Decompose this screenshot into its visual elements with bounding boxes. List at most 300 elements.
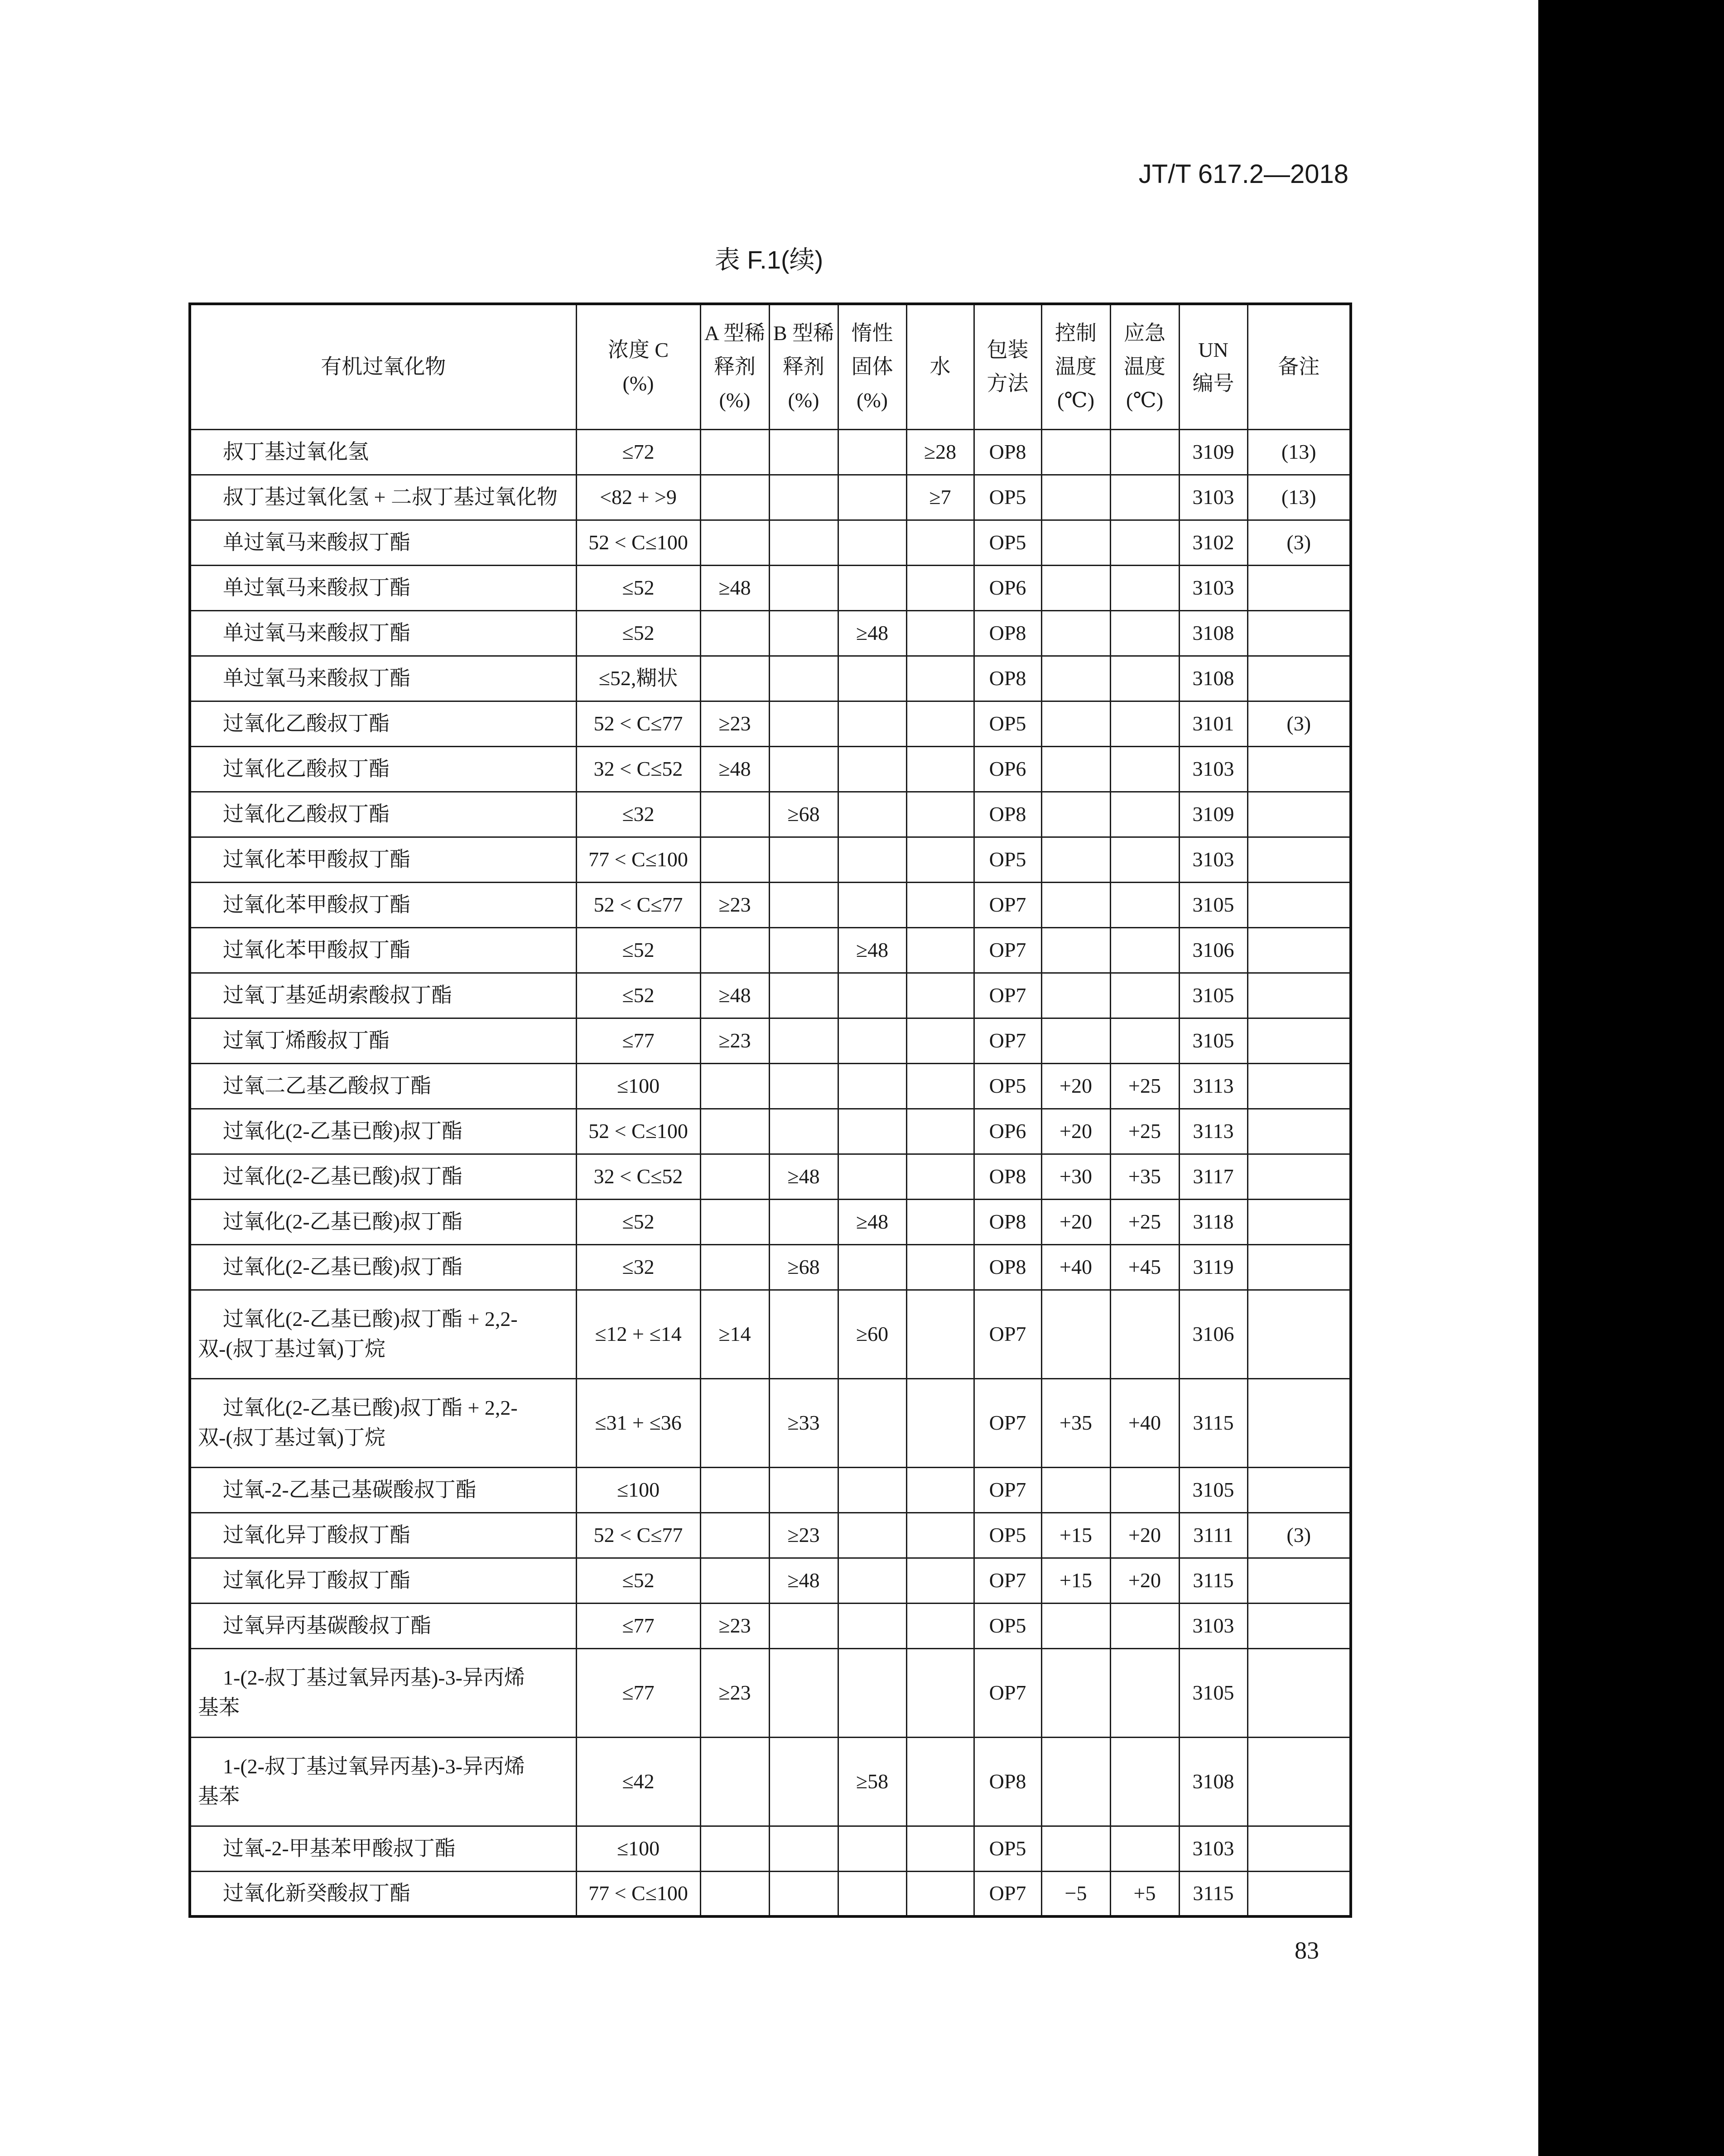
cell-un-number: 3115 [1179,1378,1247,1467]
cell-diluent-type-a: ≥23 [700,1018,769,1063]
cell-un-number: 3115 [1179,1871,1247,1916]
cell-remarks [1247,1603,1351,1648]
cell-concentration: ≤52 [576,973,700,1018]
cell-substance: 1-(2-叔丁基过氧异丙基)-3-异丙烯 基苯 [190,1648,576,1737]
column-header-control-temperature [1041,304,1110,429]
cell-diluent-type-b [769,1199,838,1244]
cell-diluent-type-a [700,792,769,837]
cell-un-number: 3117 [1179,1154,1247,1199]
cell-water [906,746,974,792]
table-body [190,429,1351,1916]
cell-concentration: ≤52 [576,565,700,610]
cell-inert-solid [838,429,906,475]
cell-diluent-type-b [769,837,838,882]
cell-emergency-temperature [1110,565,1179,610]
cell-un-number: 3113 [1179,1063,1247,1109]
cell-emergency-temperature: +20 [1110,1558,1179,1603]
cell-un-number: 3105 [1179,882,1247,927]
cell-concentration: 52 < C≤77 [576,1513,700,1558]
cell-remarks [1247,746,1351,792]
cell-diluent-type-a [700,1063,769,1109]
scan-edge [1538,0,1724,2156]
cell-concentration: 77 < C≤100 [576,1871,700,1916]
cell-water [906,520,974,565]
cell-inert-solid [838,701,906,746]
organic-peroxide-table [188,303,1352,1918]
cell-substance: 单过氧马来酸叔丁酯 [190,520,576,565]
column-header-line: A 型稀 [704,322,766,345]
cell-packing-method: OP8 [974,792,1041,837]
table-row [190,1154,1351,1199]
cell-remarks [1247,656,1351,701]
cell-concentration: ≤32 [576,1244,700,1290]
cell-substance: 过氧化(2-乙基已酸)叔丁酯 [190,1199,576,1244]
table-title: 表 F.1(续) [714,245,823,274]
cell-diluent-type-b [769,701,838,746]
cell-diluent-type-a: ≥23 [700,882,769,927]
table-row [190,1737,1351,1826]
cell-diluent-type-b [769,520,838,565]
cell-water [906,565,974,610]
cell-emergency-temperature: +45 [1110,1244,1179,1290]
cell-water [906,1244,974,1290]
cell-control-temperature: +20 [1041,1199,1110,1244]
cell-packing-method: OP5 [974,520,1041,565]
cell-concentration: 52 < C≤77 [576,882,700,927]
cell-water [906,1378,974,1467]
column-header-line: B 型稀 [773,322,834,345]
cell-diluent-type-b: ≥23 [769,1513,838,1558]
column-header-emergency-temperature [1110,304,1179,429]
cell-diluent-type-b [769,1737,838,1826]
cell-substance: 单过氧马来酸叔丁酯 [190,565,576,610]
cell-substance: 叔丁基过氧化氢 [190,429,576,475]
cell-substance: 过氧-2-甲基苯甲酸叔丁酯 [190,1826,576,1871]
column-header-line: 编号 [1192,372,1234,395]
cell-diluent-type-b: ≥68 [769,1244,838,1290]
column-header-line: 水 [929,355,951,379]
cell-packing-method: OP7 [974,973,1041,1018]
cell-substance: 过氧化(2-乙基已酸)叔丁酯 + 2,2- 双-(叔丁基过氧)丁烷 [190,1378,576,1467]
cell-concentration: ≤77 [576,1648,700,1737]
cell-remarks [1247,1378,1351,1467]
table-row [190,1244,1351,1290]
cell-un-number: 3118 [1179,1199,1247,1244]
cell-substance: 过氧化异丁酸叔丁酯 [190,1513,576,1558]
cell-inert-solid [838,1871,906,1916]
column-header-line: 方法 [987,372,1029,395]
column-header-water [906,304,974,429]
cell-diluent-type-a: ≥48 [700,746,769,792]
cell-diluent-type-b [769,429,838,475]
cell-water [906,792,974,837]
cell-emergency-temperature: +20 [1110,1513,1179,1558]
cell-emergency-temperature [1110,1603,1179,1648]
cell-diluent-type-b: ≥48 [769,1154,838,1199]
column-header-line: 释剂 [714,355,756,379]
cell-remarks [1247,927,1351,973]
cell-remarks [1247,973,1351,1018]
column-header-inert-solid [838,304,906,429]
cell-remarks [1247,792,1351,837]
column-header-line: (%) [788,389,819,412]
cell-emergency-temperature: +40 [1110,1378,1179,1467]
cell-un-number: 3103 [1179,837,1247,882]
cell-inert-solid [838,1063,906,1109]
cell-un-number: 3103 [1179,1603,1247,1648]
cell-control-temperature [1041,837,1110,882]
cell-inert-solid [838,1378,906,1467]
cell-substance: 过氧化乙酸叔丁酯 [190,701,576,746]
cell-concentration: ≤52 [576,927,700,973]
column-header-packing-method [974,304,1041,429]
table-header [190,304,1351,429]
cell-water [906,1826,974,1871]
table-row [190,1513,1351,1558]
cell-diluent-type-b [769,610,838,656]
table-row [190,1290,1351,1378]
cell-control-temperature [1041,1290,1110,1378]
cell-control-temperature: −5 [1041,1871,1110,1916]
cell-concentration: ≤42 [576,1737,700,1826]
cell-diluent-type-a [700,1244,769,1290]
cell-emergency-temperature [1110,1467,1179,1513]
cell-diluent-type-a [700,927,769,973]
cell-substance: 过氧化乙酸叔丁酯 [190,746,576,792]
cell-emergency-temperature [1110,746,1179,792]
table-row [190,1018,1351,1063]
cell-un-number: 3109 [1179,792,1247,837]
column-header-line: (%) [857,389,888,412]
cell-packing-method: OP7 [974,1648,1041,1737]
column-header-line: 固体 [851,355,893,379]
cell-emergency-temperature [1110,429,1179,475]
cell-diluent-type-b [769,746,838,792]
cell-substance: 过氧丁基延胡索酸叔丁酯 [190,973,576,1018]
cell-concentration: ≤77 [576,1603,700,1648]
cell-water [906,1063,974,1109]
cell-water: ≥28 [906,429,974,475]
cell-diluent-type-a: ≥48 [700,973,769,1018]
cell-packing-method: OP5 [974,837,1041,882]
column-header-line: 温度 [1055,355,1097,379]
cell-diluent-type-a [700,1467,769,1513]
cell-water [906,1603,974,1648]
column-header-remarks [1247,304,1351,429]
cell-water: ≥7 [906,475,974,520]
cell-inert-solid [838,565,906,610]
table-row [190,746,1351,792]
cell-concentration: ≤52 [576,610,700,656]
table-row [190,1199,1351,1244]
cell-remarks: (3) [1247,1513,1351,1558]
cell-diluent-type-a [700,1199,769,1244]
cell-control-temperature: +35 [1041,1378,1110,1467]
cell-substance: 过氧异丙基碳酸叔丁酯 [190,1603,576,1648]
cell-water [906,1018,974,1063]
cell-control-temperature [1041,792,1110,837]
cell-control-temperature [1041,656,1110,701]
cell-control-temperature [1041,475,1110,520]
column-header-line: (%) [622,372,654,395]
cell-diluent-type-a: ≥14 [700,1290,769,1378]
cell-control-temperature [1041,1467,1110,1513]
cell-diluent-type-b [769,1467,838,1513]
cell-diluent-type-a: ≥23 [700,1603,769,1648]
cell-substance: 过氧丁烯酸叔丁酯 [190,1018,576,1063]
table-row [190,1826,1351,1871]
cell-concentration: ≤52 [576,1558,700,1603]
cell-emergency-temperature: +25 [1110,1063,1179,1109]
cell-remarks [1247,1244,1351,1290]
cell-inert-solid: ≥48 [838,1199,906,1244]
cell-control-temperature: +30 [1041,1154,1110,1199]
cell-substance: 过氧化乙酸叔丁酯 [190,792,576,837]
cell-un-number: 3106 [1179,1290,1247,1378]
cell-packing-method: OP6 [974,1109,1041,1154]
cell-emergency-temperature: +25 [1110,1199,1179,1244]
cell-un-number: 3103 [1179,746,1247,792]
cell-substance: 过氧化(2-乙基已酸)叔丁酯 [190,1244,576,1290]
cell-diluent-type-a [700,1737,769,1826]
cell-emergency-temperature [1110,1737,1179,1826]
cell-emergency-temperature [1110,1018,1179,1063]
cell-emergency-temperature [1110,792,1179,837]
cell-substance: 单过氧马来酸叔丁酯 [190,610,576,656]
cell-remarks: (3) [1247,520,1351,565]
column-header-line: (℃) [1057,389,1095,412]
cell-water [906,1199,974,1244]
cell-packing-method: OP6 [974,565,1041,610]
cell-substance: 过氧二乙基乙酸叔丁酯 [190,1063,576,1109]
cell-un-number: 3101 [1179,701,1247,746]
cell-concentration: ≤52 [576,1199,700,1244]
cell-substance: 过氧化(2-乙基已酸)叔丁酯 [190,1109,576,1154]
cell-un-number: 3103 [1179,565,1247,610]
cell-water [906,1154,974,1199]
table-row [190,610,1351,656]
cell-packing-method: OP5 [974,475,1041,520]
table-row [190,1558,1351,1603]
cell-concentration: ≤32 [576,792,700,837]
cell-control-temperature [1041,1826,1110,1871]
cell-emergency-temperature: +25 [1110,1109,1179,1154]
cell-inert-solid [838,882,906,927]
cell-packing-method: OP7 [974,1290,1041,1378]
cell-packing-method: OP5 [974,1513,1041,1558]
table-row [190,837,1351,882]
cell-control-temperature [1041,746,1110,792]
column-header-line: UN [1198,338,1228,362]
cell-diluent-type-b [769,475,838,520]
cell-diluent-type-b [769,1290,838,1378]
cell-remarks [1247,1826,1351,1871]
cell-control-temperature [1041,520,1110,565]
column-header-line: 备注 [1278,355,1320,379]
cell-diluent-type-a [700,475,769,520]
cell-water [906,837,974,882]
cell-packing-method: OP7 [974,1018,1041,1063]
column-header-line: 惰性 [851,322,893,345]
table-header-row [190,304,1351,429]
cell-packing-method: OP5 [974,701,1041,746]
cell-diluent-type-a: ≥23 [700,701,769,746]
cell-substance: 过氧化(2-乙基已酸)叔丁酯 [190,1154,576,1199]
table-row [190,475,1351,520]
cell-control-temperature [1041,882,1110,927]
cell-control-temperature [1041,429,1110,475]
column-header-line: 浓度 C [607,338,669,362]
cell-emergency-temperature: +35 [1110,1154,1179,1199]
cell-un-number: 3109 [1179,429,1247,475]
cell-concentration: ≤12 + ≤14 [576,1290,700,1378]
cell-concentration: 32 < C≤52 [576,1154,700,1199]
cell-diluent-type-b [769,565,838,610]
cell-water [906,1109,974,1154]
column-header-line: 有机过氧化物 [321,355,446,379]
table-row [190,701,1351,746]
cell-diluent-type-a [700,656,769,701]
cell-control-temperature [1041,927,1110,973]
cell-substance: 单过氧马来酸叔丁酯 [190,656,576,701]
cell-inert-solid [838,656,906,701]
column-header-line: (%) [719,389,751,412]
cell-packing-method: OP8 [974,1199,1041,1244]
cell-diluent-type-b: ≥48 [769,1558,838,1603]
cell-emergency-temperature [1110,475,1179,520]
cell-emergency-temperature [1110,610,1179,656]
cell-remarks [1247,837,1351,882]
cell-emergency-temperature: +5 [1110,1871,1179,1916]
cell-inert-solid [838,1603,906,1648]
cell-inert-solid [838,746,906,792]
cell-control-temperature [1041,565,1110,610]
cell-diluent-type-b: ≥33 [769,1378,838,1467]
column-header-line: 温度 [1124,355,1165,379]
cell-emergency-temperature [1110,520,1179,565]
table-row [190,429,1351,475]
cell-emergency-temperature [1110,1826,1179,1871]
cell-control-temperature [1041,1018,1110,1063]
cell-concentration: ≤31 + ≤36 [576,1378,700,1467]
page-number: 83 [1295,1937,1319,1964]
cell-diluent-type-a [700,520,769,565]
cell-un-number: 3103 [1179,1826,1247,1871]
cell-diluent-type-a [700,1558,769,1603]
cell-emergency-temperature [1110,973,1179,1018]
cell-remarks: (3) [1247,701,1351,746]
cell-packing-method: OP7 [974,1558,1041,1603]
cell-un-number: 3105 [1179,973,1247,1018]
cell-emergency-temperature [1110,927,1179,973]
cell-water [906,973,974,1018]
cell-un-number: 3108 [1179,610,1247,656]
cell-inert-solid [838,475,906,520]
cell-diluent-type-b [769,1063,838,1109]
cell-diluent-type-a [700,1109,769,1154]
cell-water [906,927,974,973]
cell-diluent-type-a [700,1871,769,1916]
cell-un-number: 3106 [1179,927,1247,973]
cell-remarks [1247,1558,1351,1603]
cell-substance: 过氧化(2-乙基已酸)叔丁酯 + 2,2- 双-(叔丁基过氧)丁烷 [190,1290,576,1378]
cell-concentration: 32 < C≤52 [576,746,700,792]
cell-concentration: ≤100 [576,1467,700,1513]
cell-diluent-type-a [700,1378,769,1467]
cell-diluent-type-a [700,837,769,882]
cell-control-temperature [1041,973,1110,1018]
column-header-line: 应急 [1124,322,1165,345]
cell-packing-method: OP8 [974,1737,1041,1826]
cell-inert-solid [838,1513,906,1558]
cell-inert-solid [838,1648,906,1737]
cell-diluent-type-b [769,1018,838,1063]
cell-control-temperature [1041,1737,1110,1826]
cell-packing-method: OP5 [974,1826,1041,1871]
cell-emergency-temperature [1110,1648,1179,1737]
cell-diluent-type-b [769,882,838,927]
cell-diluent-type-a [700,610,769,656]
cell-substance: 过氧-2-乙基己基碳酸叔丁酯 [190,1467,576,1513]
cell-water [906,1513,974,1558]
cell-packing-method: OP5 [974,1063,1041,1109]
cell-packing-method: OP6 [974,746,1041,792]
cell-remarks [1247,882,1351,927]
cell-diluent-type-b [769,927,838,973]
cell-remarks [1247,1109,1351,1154]
table-row [190,565,1351,610]
cell-inert-solid [838,1826,906,1871]
cell-water [906,656,974,701]
column-header-line: 包装 [987,338,1029,362]
cell-emergency-temperature [1110,656,1179,701]
column-header-un-number [1179,304,1247,429]
cell-inert-solid [838,792,906,837]
cell-inert-solid: ≥48 [838,610,906,656]
cell-diluent-type-a [700,1826,769,1871]
cell-control-temperature [1041,1603,1110,1648]
cell-inert-solid: ≥58 [838,1737,906,1826]
cell-concentration: ≤77 [576,1018,700,1063]
cell-inert-solid [838,973,906,1018]
cell-un-number: 3105 [1179,1018,1247,1063]
column-header-diluent-type-a [700,304,769,429]
cell-un-number: 3108 [1179,1737,1247,1826]
cell-diluent-type-b [769,1871,838,1916]
cell-diluent-type-b [769,656,838,701]
table-row [190,1603,1351,1648]
cell-packing-method: OP8 [974,610,1041,656]
cell-concentration: <82 + >9 [576,475,700,520]
cell-un-number: 3115 [1179,1558,1247,1603]
cell-emergency-temperature [1110,837,1179,882]
cell-remarks [1247,1871,1351,1916]
table-row [190,1109,1351,1154]
column-header-diluent-type-b [769,304,838,429]
cell-diluent-type-a [700,429,769,475]
column-header-line: 控制 [1055,322,1097,345]
cell-substance: 1-(2-叔丁基过氧异丙基)-3-异丙烯 基苯 [190,1737,576,1826]
cell-concentration: 52 < C≤77 [576,701,700,746]
table-row [190,1467,1351,1513]
cell-emergency-temperature [1110,701,1179,746]
table-row [190,1648,1351,1737]
cell-inert-solid [838,1109,906,1154]
table-row [190,1871,1351,1916]
cell-un-number: 3119 [1179,1244,1247,1290]
cell-water [906,1648,974,1737]
cell-substance: 过氧化苯甲酸叔丁酯 [190,837,576,882]
